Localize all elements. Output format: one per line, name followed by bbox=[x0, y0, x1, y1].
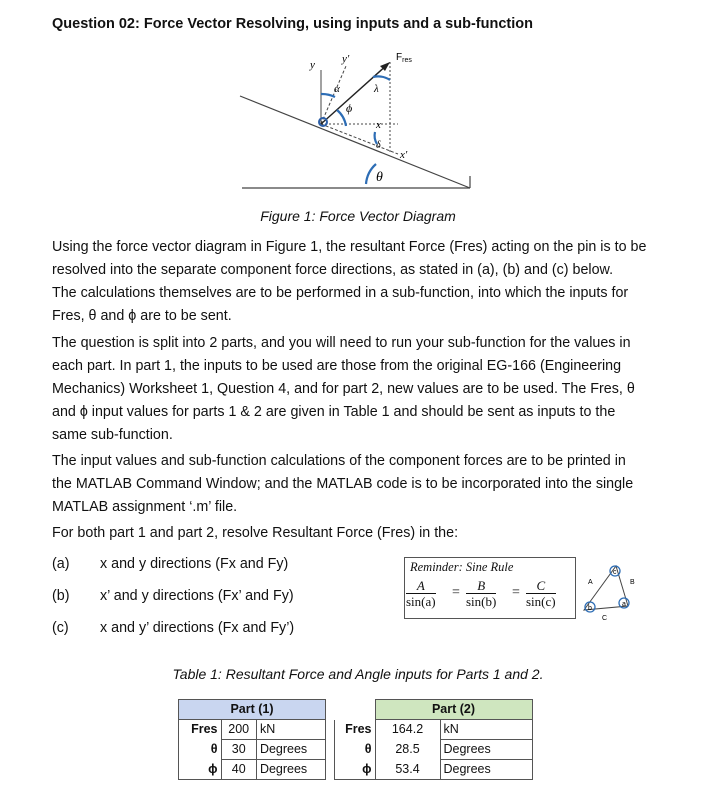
row-unit: Degrees bbox=[256, 740, 325, 760]
table-part-1 bbox=[178, 699, 326, 780]
list-item-text: x and y directions (Fx and Fy) bbox=[100, 556, 289, 572]
row-label: Fres bbox=[335, 720, 376, 740]
row-unit: Degrees bbox=[440, 760, 532, 780]
paragraph-1 bbox=[52, 236, 666, 328]
list-item-text: x’ and y directions (Fx’ and Fy) bbox=[100, 588, 294, 604]
fraction-a-numerator: A bbox=[406, 578, 436, 594]
alpha-arc bbox=[321, 94, 335, 97]
row-value: 164.2 bbox=[375, 720, 440, 740]
equals-sign: = bbox=[512, 585, 520, 600]
paragraph-2-line: each part. In part 1, the inputs to be used are those from the original EG-166 (Engineering bbox=[52, 358, 622, 374]
fraction-c bbox=[526, 578, 556, 610]
row-label: θ bbox=[335, 740, 376, 760]
paragraph-2-line: Mechanics) Worksheet 1, Question 4, and for part 2, new values are to be used. The Fres, θ bbox=[52, 381, 635, 397]
fraction-a bbox=[406, 578, 436, 610]
part-2-header: Part (2) bbox=[375, 700, 532, 720]
table-row bbox=[335, 720, 533, 740]
row-unit: kN bbox=[440, 720, 532, 740]
row-value: 40 bbox=[221, 760, 256, 780]
fraction-a-denominator: sin(a) bbox=[406, 594, 436, 609]
lambda-arc bbox=[373, 76, 390, 80]
paragraph-1-line: The calculations themselves are to be performed in a sub-function, into which the inputs for bbox=[52, 285, 629, 301]
side-label-C: C bbox=[602, 615, 608, 622]
fraction-b bbox=[466, 578, 496, 610]
side-label-A: A bbox=[588, 579, 593, 586]
table-row bbox=[179, 740, 326, 760]
paragraph-2-line: same sub-function. bbox=[52, 427, 173, 443]
question-title: Question 02: Force Vector Resolving, using inputs and a sub-function bbox=[52, 16, 533, 32]
table-part-2 bbox=[334, 699, 533, 780]
sine-rule-title: Reminder: Sine Rule bbox=[410, 560, 514, 574]
list-item-label: (c) bbox=[52, 620, 69, 636]
paragraph-1-line: Fres, θ and ϕ are to be sent. bbox=[52, 308, 232, 324]
table-row bbox=[179, 700, 326, 720]
row-value: 200 bbox=[221, 720, 256, 740]
paragraph-3-line: the MATLAB Command Window; and the MATLAB code is to be incorporated into the single bbox=[52, 476, 634, 492]
fraction-c-numerator: C bbox=[526, 578, 556, 594]
phi-label: ϕ bbox=[346, 101, 353, 115]
triangle-label-c: c bbox=[613, 569, 617, 576]
triangle-label-a: a bbox=[622, 601, 626, 608]
paragraph-3 bbox=[52, 450, 666, 519]
triangle-diagram bbox=[578, 558, 638, 624]
equals-sign: = bbox=[452, 585, 460, 600]
list-item-c bbox=[52, 620, 294, 636]
table-row bbox=[335, 760, 533, 780]
paragraph-2-line: The question is split into 2 parts, and you will need to run your sub-function for the values in bbox=[52, 335, 631, 351]
table-row bbox=[179, 760, 326, 780]
list-item-label: (a) bbox=[52, 556, 70, 572]
theta-label: θ bbox=[376, 170, 383, 185]
row-value: 30 bbox=[221, 740, 256, 760]
table-caption: Table 1: Resultant Force and Angle inputs for Parts 1 and 2. bbox=[172, 666, 544, 682]
list-item-b bbox=[52, 588, 294, 604]
row-value: 53.4 bbox=[375, 760, 440, 780]
fraction-b-denominator: sin(b) bbox=[466, 594, 497, 609]
delta-label: δ bbox=[376, 140, 381, 151]
fraction-b-numerator: B bbox=[466, 578, 496, 594]
list-item-a bbox=[52, 556, 288, 572]
paragraph-2-line: and ϕ input values for parts 1 & 2 are given in Table 1 and should be sent as inputs to the bbox=[52, 404, 616, 420]
paragraph-4: For both part 1 and part 2, resolve Resultant Force (Fres) in the: bbox=[52, 525, 459, 541]
list-item-text: x and y’ directions (Fx and Fy’) bbox=[100, 620, 295, 636]
y-prime-label: y' bbox=[342, 53, 350, 65]
row-label: Fres bbox=[179, 720, 222, 740]
paragraph-3-line: MATLAB assignment ‘.m’ file. bbox=[52, 499, 238, 515]
paragraph-3-line: The input values and sub-function calculations of the component forces are to be printed in bbox=[52, 453, 626, 469]
row-value: 28.5 bbox=[375, 740, 440, 760]
slope-line bbox=[240, 96, 470, 188]
y-label: y bbox=[310, 59, 315, 71]
fres-label: $F_{res}$ bbox=[396, 52, 412, 64]
table-row bbox=[179, 720, 326, 740]
x-label: x bbox=[376, 119, 381, 131]
x-prime-label: x' bbox=[400, 149, 408, 161]
alpha-label: α bbox=[334, 83, 340, 95]
figure-caption: Figure 1: Force Vector Diagram bbox=[260, 208, 456, 224]
theta-arc bbox=[366, 164, 376, 184]
row-label: ϕ bbox=[335, 760, 376, 780]
x-prime-axis bbox=[321, 124, 398, 154]
force-vector-diagram bbox=[230, 48, 480, 200]
row-label: θ bbox=[179, 740, 222, 760]
paragraph-1-line: resolved into the separate component force directions, as stated in (a), (b) and (c) below. bbox=[52, 262, 614, 278]
paragraph-2 bbox=[52, 332, 666, 447]
fraction-c-denominator: sin(c) bbox=[526, 594, 556, 609]
row-unit: Degrees bbox=[256, 760, 325, 780]
row-unit: kN bbox=[256, 720, 325, 740]
row-unit: Degrees bbox=[440, 740, 532, 760]
part-1-header: Part (1) bbox=[179, 700, 326, 720]
list-item-label: (b) bbox=[52, 588, 70, 604]
side-label-B: B bbox=[630, 579, 635, 586]
row-label: ϕ bbox=[179, 760, 222, 780]
paragraph-1-line: Using the force vector diagram in Figure 1, the resultant Force (Fres) acting on the pin is to be bbox=[52, 239, 647, 255]
lambda-label: λ bbox=[374, 83, 379, 95]
table-row bbox=[335, 700, 533, 720]
triangle-label-b: b bbox=[588, 605, 592, 612]
table-row bbox=[335, 740, 533, 760]
